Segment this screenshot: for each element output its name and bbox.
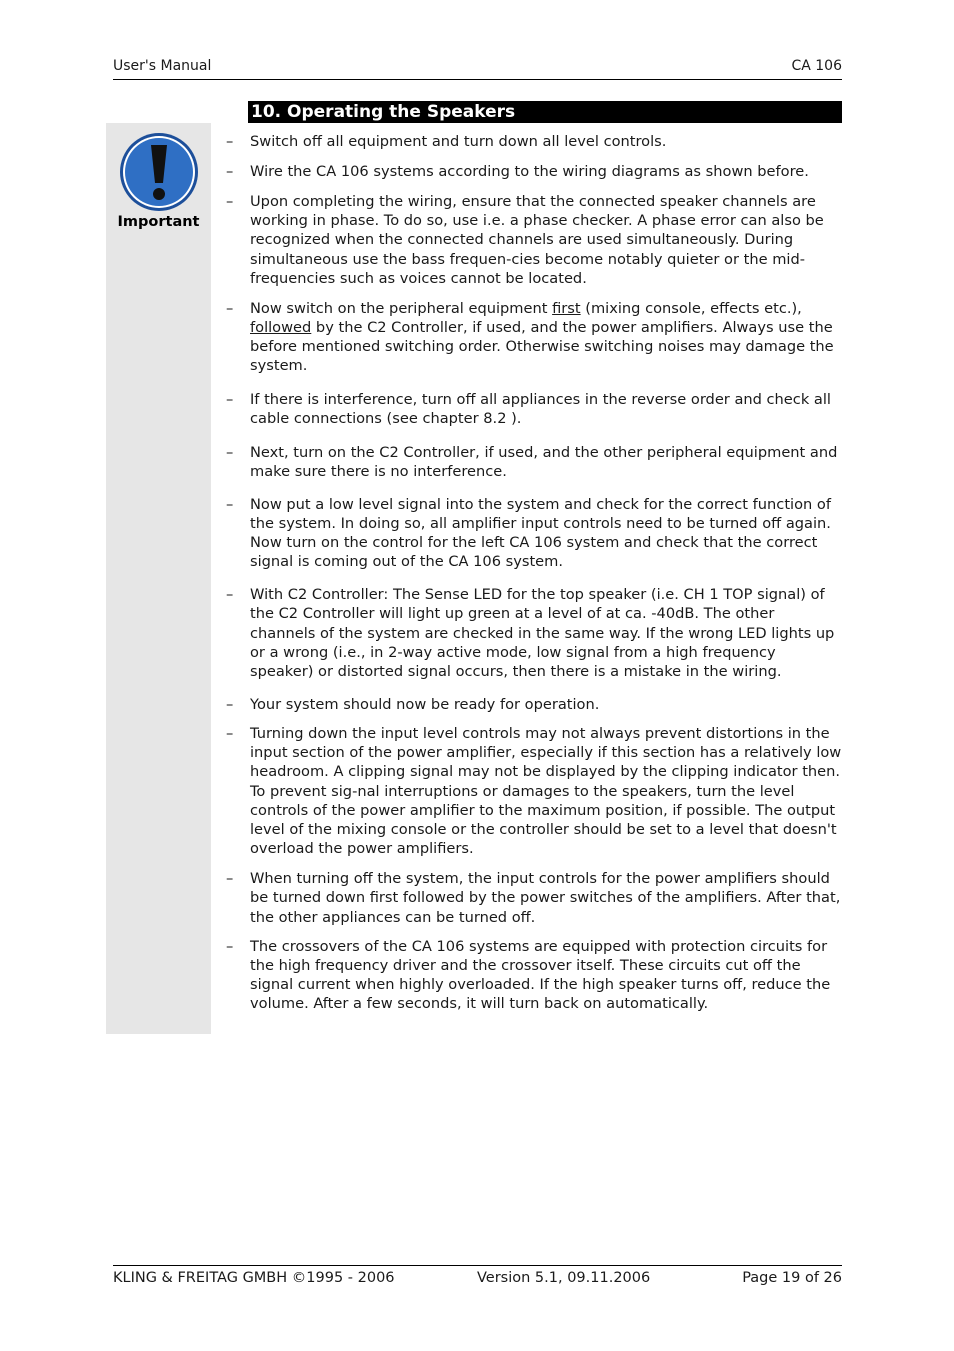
list-dash: – [226,495,234,513]
list-dash: – [226,725,234,743]
item-text: If there is interference, turn off all appliances in the reverse order and check all cable connections (see chapter 8.2 ). [250,391,831,428]
item-text: Upon completing the wiring, ensure that the connected speaker channels are working in phase. To do so, use i.e. a phase checker. A phase error can also be recognized when the connected channels are used simultaneously. During simultaneous use the bass frequen-cies become notably quieter or the mid-frequencies such as voices cannot be located. [250,193,824,287]
section-title: 10. Operating the Speakers [248,101,842,123]
list-dash: – [226,193,234,210]
list-dash: – [226,586,234,604]
list-item [226,495,842,572]
list-item [226,869,842,927]
footer-page-number: Page 19 of 26 [742,1270,842,1286]
item-text: The crossovers of the CA 106 systems are equipped with protection circuits for the high frequency driver and the crossover itself. These circuits cut off the signal current when highly overloaded. If the high speaker turns off, reduce the volume. After a few seconds, it will turn back on automatically. [250,937,831,1013]
list-item [226,390,842,428]
list-dash: – [226,163,234,180]
item-text: Your system should now be ready for operation. [250,695,600,713]
list-item [226,695,842,714]
underlined-first: first [552,299,581,317]
item-text: Wire the CA 106 systems according to the wiring diagrams as shown before. [250,163,809,180]
item-text: Switch off all equipment and turn down all level controls. [250,133,667,150]
footer-copyright: KLING & FREITAG GMBH ©1995 - 2006 [113,1270,395,1286]
underlined-followed: followed [250,319,312,337]
important-sidebar [106,123,211,1034]
list-item [226,192,842,288]
list-item [226,162,842,181]
list-dash: – [226,443,234,461]
item-text: Now switch on the peripheral equipment first (mixing console, effects etc.), followed by the C2 Controller, if used, and the power amplifiers. Always use the before mentioned switching order. Otherwise switching noises may damage the system. [250,299,834,375]
item-text: With C2 Controller: The Sense LED for the top speaker (i.e. CH 1 TOP signal) of the C2 Controller will light up green at a level of at ca. -40dB. The other channels of the system are checked in the same way. If the wrong LED lights up or a wrong (i.e., in 2-way active mode, low signal from a high frequency speaker) or distorted signal occurs, then there is a mistake in the wiring. [250,586,835,681]
list-item [226,724,842,858]
list-item [226,585,842,681]
list-item [226,937,842,1014]
exclamation-icon [118,131,200,213]
page-footer [113,1265,842,1296]
list-item [226,299,842,376]
list-dash: – [226,299,234,317]
header-doc-type: User's Manual [113,58,212,74]
footer-version: Version 5.1, 09.11.2006 [477,1270,651,1286]
header-model: CA 106 [791,58,842,74]
important-label: Important [117,214,200,230]
item-text: Turning down the input level controls may not always prevent distortions in the input section of the power amplifier, especially if this section has a relatively low headroom. A clipping signal may not be displayed by the clipping indicator then. To prevent sig-nal interruptions or damages to the speakers, turn the level controls of the power amplifier to the maximum position, if possible. The output level of the mixing console or the controller should be set to a level that doesn't overload the power amplifiers. [250,725,842,858]
list-dash: – [226,870,234,888]
list-dash: – [226,391,234,409]
list-dash: – [226,695,234,713]
item-text: When turning off the system, the input controls for the power amplifiers should be turned down first followed by the power switches of the amplifiers. After that, the other appliances can be turned off. [250,870,841,926]
instruction-list [226,132,842,1014]
list-dash: – [226,937,234,955]
item-text: Next, turn on the C2 Controller, if used, and the other peripheral equipment and make sure there is no interference. [250,443,838,481]
item-text: Now put a low level signal into the system and check for the correct function of the system. In doing so, all amplifier input controls need to be turned off again. Now turn on the control for the left CA 106 system and check that the correct signal is coming out of the CA 106 system. [250,495,831,571]
page-header [113,57,842,80]
list-item [226,443,842,481]
list-dash: – [226,133,234,150]
list-item [226,132,842,151]
